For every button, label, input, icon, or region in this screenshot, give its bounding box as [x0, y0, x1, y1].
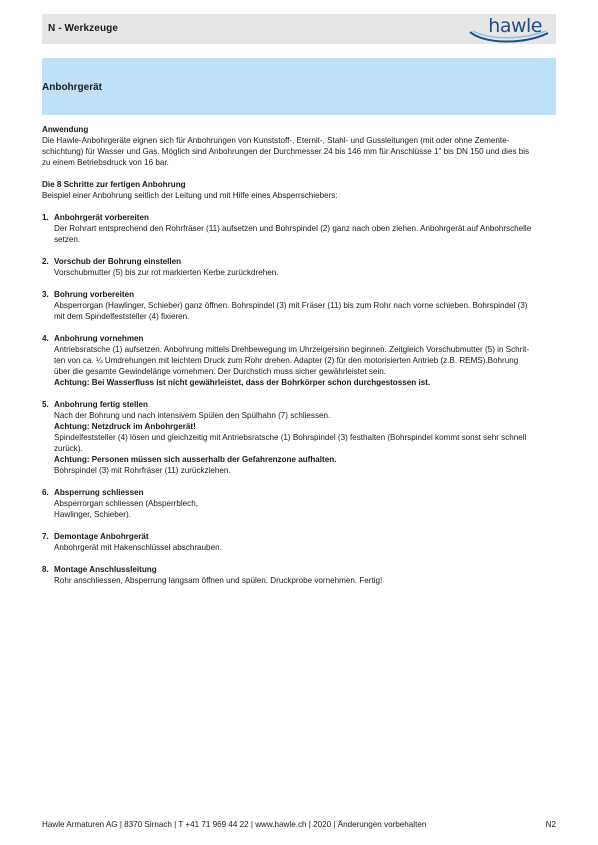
step-line: über die gesamte Gewindelänge vornehmen. Der Durchstich muss sicher gewährleistet sein. [54, 367, 387, 376]
step-number: 7. [42, 532, 49, 541]
intro-line: schichtung) für Wasser und Gas. Möglich sind Anbohrungen der Durchmesser 24 bis 146 mm für Anschlüsse 1" bis DN 150 und dies bis [42, 147, 530, 156]
step-title: Montage Anschlussleitung [54, 565, 157, 574]
step-line: Rohr anschliessen, Absperrung langsam öffnen und spülen. Druckprobe vornehmen. Fertig! [54, 576, 383, 585]
step-item [42, 333, 556, 388]
step-item [42, 564, 556, 586]
step-line: Absperrorgan (Hawlinger, Schieber) ganz öffnen. Bohrspindel (3) mit Fräser (11) bis zum Rohr nach vorne schieben. Bohrspindel (3) [54, 301, 528, 310]
step-line: mit dem Spindelfeststeller (4) fixieren. [54, 312, 190, 321]
step-number: 8. [42, 565, 49, 574]
logo-wordmark: hawle [488, 15, 542, 37]
step-line: Anbohrgerät mit Hakenschlüssel abschrauben. [54, 543, 222, 552]
step-title: Demontage Anbohrgerät [54, 532, 149, 541]
step-line: zurück). [54, 444, 83, 453]
steps-subheading: Beispiel einer Anbohrung seitlich der Leitung und mit Hilfe eines Absperrschiebers: [42, 191, 338, 200]
step-number: 1. [42, 213, 49, 222]
page-header [42, 14, 556, 44]
step-warning: Achtung: Personen müssen sich ausserhalb der Gefahrenzone aufhalten. [54, 455, 337, 464]
step-number: 2. [42, 257, 49, 266]
step-number: 5. [42, 400, 49, 409]
page-number: N2 [545, 820, 556, 829]
step-line: Bohrspindel (3) mit Rohrfräser (11) zurückziehen. [54, 466, 231, 475]
intro-line: Die Hawle-Anbohrgeräte eignen sich für Anbohrungen von Kunststoff-, Eternit-, Stahl- und Gussleitungen (mit oder ohne Zemente- [42, 136, 510, 145]
hawle-logo [466, 15, 552, 43]
step-item [42, 256, 556, 278]
step-line: Absperrorgan schliessen (Absperrblech, [54, 499, 198, 508]
step-line: Antriebsratsche (1) aufsetzen. Anbohrung mittels Drehbewegung im Uhrzeigersinn beginnen. Zeitgleich Vorschubmutter (5) in Schrit- [54, 345, 530, 354]
step-warning: Achtung: Netzdruck im Anbohrgerät! [54, 422, 196, 431]
step-title: Anbohrgerät vorbereiten [54, 213, 149, 222]
intro-heading: Anwendung [42, 125, 89, 134]
steps-list [42, 201, 556, 586]
step-number: 4. [42, 334, 49, 343]
step-item [42, 289, 556, 322]
step-line: Spindelfeststeller (4) lösen und gleichzeitig mit Antriebsratsche (1) Bohrspindel (3) festhalten (Bohrspindel kommt sonst sehr schnell [54, 433, 527, 442]
step-item [42, 531, 556, 553]
step-number: 6. [42, 488, 49, 497]
document-body [42, 124, 556, 586]
step-number: 3. [42, 290, 49, 299]
step-line: Der Rohrart entsprechend den Rohrfräser (11) aufsetzen und Bohrspindel (2) ganz nach oben ziehen. Anbohrgerät auf Anbohrschelle [54, 224, 532, 233]
title-banner [42, 58, 556, 115]
steps-heading: Die 8 Schritte zur fertigen Anbohrung [42, 180, 186, 189]
step-item [42, 212, 556, 245]
step-item [42, 399, 556, 476]
step-line: ten von ca. ¼ Umdrehungen mit leichtem Druck zum Rohr drehen. Adapter (2) für den motorisierten Antrieb (z.B. REMS).Bohrung [54, 356, 519, 365]
step-title: Vorschub der Bohrung einstellen [54, 257, 182, 266]
page-title: Anbohrgerät [42, 82, 102, 93]
step-title: Absperrung schliessen [54, 488, 144, 497]
page-footer [42, 820, 556, 829]
step-warning: Achtung: Bei Wasserfluss ist nicht gewährleistet, dass der Bohrkörper schon durchgestossen ist. [54, 378, 431, 387]
step-title: Anbohrung vornehmen [54, 334, 144, 343]
section-label: N - Werkzeuge [48, 23, 119, 34]
step-item [42, 487, 556, 520]
step-line: Vorschubmutter (5) bis zur rot markierten Kerbe zurückdrehen. [54, 268, 279, 277]
step-line: Hawlinger, Schieber). [54, 510, 131, 519]
step-title: Anbohrung fertig stellen [54, 400, 148, 409]
step-line: setzen. [54, 235, 81, 244]
step-title: Bohrung vorbereiten [54, 290, 135, 299]
footer-text: Hawle Armaturen AG | 8370 Sirnach | T +41 71 969 44 22 | www.hawle.ch | 2020 | Änderungen vorbehalten [42, 820, 427, 829]
intro-line: zu einem Betriebsdruck von 16 bar. [42, 158, 169, 167]
step-line: Nach der Bohrung und nach intensivem Spülen den Spülhahn (7) schliessen. [54, 411, 331, 420]
